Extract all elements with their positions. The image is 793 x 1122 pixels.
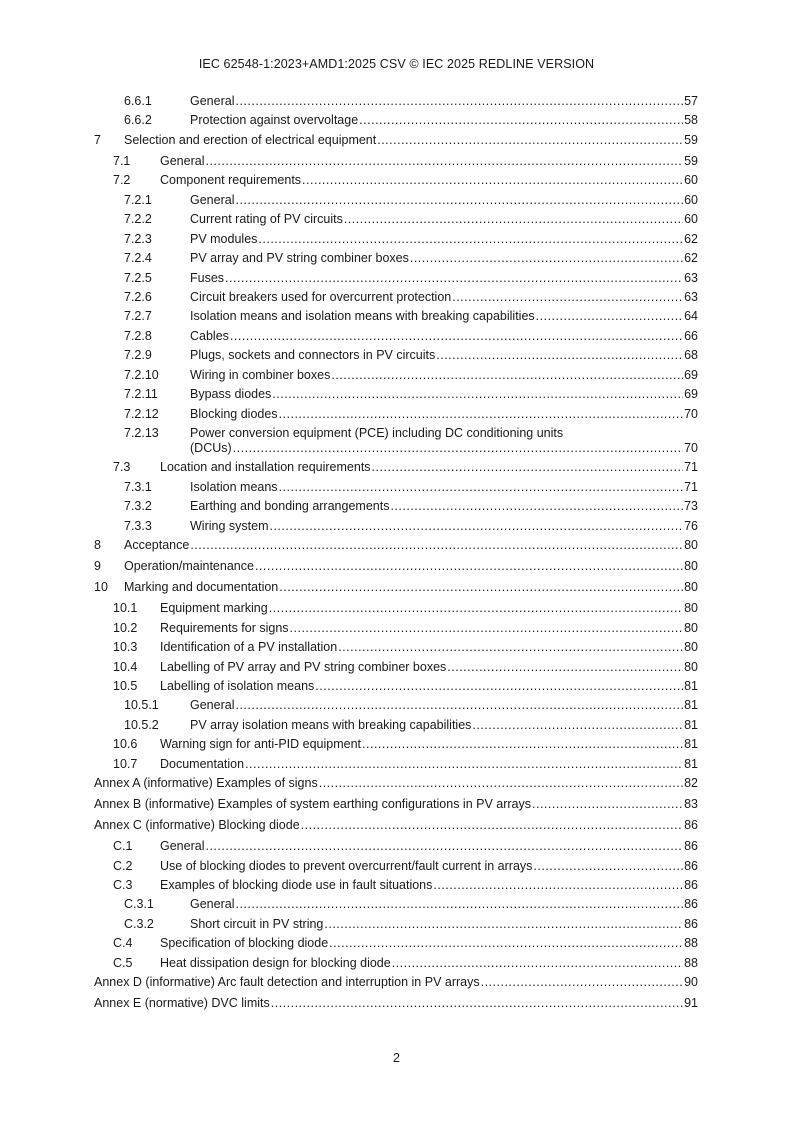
toc-entry[interactable] bbox=[94, 878, 698, 893]
toc-entry-title: General bbox=[190, 192, 235, 207]
toc-entry-title: Labelling of PV array and PV string combiner boxes bbox=[160, 659, 447, 674]
toc-entry-number: 10.5.1 bbox=[124, 698, 159, 713]
dot-leader bbox=[536, 309, 683, 324]
dot-leader bbox=[362, 737, 683, 752]
toc-entry[interactable] bbox=[94, 387, 698, 402]
page-header: IEC 62548-1:2023+AMD1:2025 CSV © IEC 2025 REDLINE VERSION bbox=[198, 57, 595, 71]
dot-leader bbox=[377, 133, 683, 148]
dot-leader bbox=[331, 368, 683, 383]
toc-entry-number: 7.2.9 bbox=[124, 348, 152, 363]
toc-entry-page: 69 bbox=[684, 387, 698, 402]
toc-entry-number: 10.1 bbox=[113, 601, 138, 616]
toc-entry[interactable] bbox=[94, 368, 698, 383]
toc-entry-title: Power conversion equipment (PCE) including DC conditioning units bbox=[190, 426, 564, 440]
dot-leader bbox=[225, 271, 683, 286]
toc-entry[interactable] bbox=[94, 460, 698, 475]
toc-entry-number: 9 bbox=[94, 559, 101, 574]
toc-entry[interactable] bbox=[94, 936, 698, 951]
toc-entry-page: 80 bbox=[684, 659, 698, 674]
toc-entry-title: Protection against overvoltage bbox=[190, 113, 359, 128]
toc-entry[interactable] bbox=[94, 996, 698, 1011]
toc-entry[interactable] bbox=[94, 329, 698, 344]
toc-entry-page: 86 bbox=[684, 916, 698, 931]
toc-entry[interactable] bbox=[94, 601, 698, 616]
toc-entry-number: 7.1 bbox=[113, 153, 131, 168]
toc-entry-number: 7.3 bbox=[113, 460, 131, 475]
toc-entry-title: Annex B (informative) Examples of system earthing configurations in PV arrays bbox=[94, 797, 531, 812]
toc-entry-number: 7.2.12 bbox=[124, 406, 159, 421]
dot-leader bbox=[302, 173, 683, 188]
toc-entry[interactable] bbox=[94, 897, 698, 912]
toc-entry-title: Circuit breakers used for overcurrent protection bbox=[190, 289, 452, 304]
dot-leader bbox=[359, 113, 683, 128]
dot-leader bbox=[272, 387, 683, 402]
toc-entry[interactable] bbox=[94, 917, 698, 932]
toc-entry-title: Requirements for signs bbox=[160, 620, 289, 635]
toc-entry-page: 62 bbox=[684, 231, 698, 246]
toc-entry-page: 66 bbox=[684, 328, 698, 343]
toc-entry[interactable] bbox=[94, 499, 698, 514]
toc-entry-number: C.2 bbox=[113, 858, 133, 873]
toc-entry-number: 7.3.2 bbox=[124, 499, 152, 514]
toc-entry-title: General bbox=[190, 94, 235, 108]
toc-entry-title: Acceptance bbox=[124, 538, 190, 553]
toc-entry-title: Bypass diodes bbox=[190, 387, 272, 402]
toc-entry-title: Labelling of isolation means bbox=[160, 678, 315, 693]
toc-entry-number: 7.2.8 bbox=[124, 328, 152, 343]
dot-leader bbox=[271, 996, 683, 1011]
toc-entry-number: 7.2.1 bbox=[124, 192, 152, 207]
toc-entry-title: Plugs, sockets and connectors in PV circuits bbox=[190, 348, 436, 363]
dot-leader bbox=[258, 232, 683, 247]
toc-entry-title: Cables bbox=[190, 328, 229, 343]
dot-leader bbox=[481, 975, 683, 990]
toc-entry[interactable] bbox=[94, 718, 698, 733]
dot-leader bbox=[319, 776, 683, 791]
toc-entry-page: 81 bbox=[684, 678, 698, 693]
toc-entry-title: Annex D (informative) Arc fault detection and interruption in PV arrays bbox=[94, 975, 480, 990]
toc-entry-page: 86 bbox=[684, 878, 698, 892]
toc-entry-number: 7.2.11 bbox=[124, 387, 158, 402]
dot-leader bbox=[390, 499, 683, 514]
toc-entry-title: Annex C (informative) Blocking diode bbox=[94, 818, 300, 833]
toc-entry-page: 86 bbox=[684, 858, 698, 873]
toc-entry-title: Heat dissipation design for blocking diode bbox=[160, 955, 391, 970]
toc-entry-number: C.3 bbox=[113, 878, 133, 892]
toc-entry-number: 7.2 bbox=[113, 173, 131, 188]
toc-entry[interactable] bbox=[94, 519, 698, 534]
toc-entry-number: 10.3 bbox=[113, 640, 138, 655]
dot-leader bbox=[533, 859, 683, 874]
dot-leader bbox=[433, 878, 683, 893]
toc-entry-page: 59 bbox=[684, 132, 698, 147]
toc-entry[interactable] bbox=[94, 154, 698, 169]
toc-entry-title: Short circuit in PV string bbox=[190, 916, 324, 931]
toc-entry-title: Annex A (informative) Examples of signs bbox=[94, 776, 318, 791]
toc-entry-page: 81 bbox=[684, 698, 698, 713]
toc-entry[interactable] bbox=[94, 290, 698, 305]
toc-entry[interactable] bbox=[94, 94, 698, 109]
toc-entry-page: 68 bbox=[684, 348, 698, 363]
toc-entry[interactable] bbox=[94, 309, 698, 324]
dot-leader bbox=[301, 818, 683, 833]
toc-entry-page: 70 bbox=[684, 441, 698, 455]
toc-entry[interactable] bbox=[94, 679, 698, 694]
toc-entry-page: 80 bbox=[684, 620, 698, 635]
dot-leader bbox=[279, 407, 684, 422]
toc-entry-page: 88 bbox=[684, 936, 698, 951]
toc-entry-number: 7 bbox=[94, 132, 101, 147]
toc-entry-title: Examples of blocking diode use in fault situations bbox=[160, 878, 433, 892]
toc-entry-number: C.3.1 bbox=[124, 897, 154, 912]
toc-entry-number: C.3.2 bbox=[124, 916, 154, 931]
toc-entry[interactable] bbox=[94, 480, 698, 495]
toc-entry[interactable] bbox=[94, 251, 698, 266]
toc-entry-number: 7.2.6 bbox=[124, 289, 152, 304]
toc-entry-page: 81 bbox=[684, 756, 698, 771]
toc-entry-title: Marking and documentation bbox=[124, 580, 279, 595]
dot-leader bbox=[235, 897, 683, 912]
toc-entry-page: 86 bbox=[684, 818, 698, 833]
toc-entry-page: 60 bbox=[684, 192, 698, 207]
toc-entry-title: Identification of a PV installation bbox=[160, 640, 338, 655]
toc-entry-title: Wiring system bbox=[190, 518, 269, 533]
page-number: 2 bbox=[393, 1051, 400, 1065]
toc-entry-page: 60 bbox=[684, 173, 698, 188]
toc-entry-page: 73 bbox=[684, 499, 698, 514]
dot-leader bbox=[255, 559, 683, 574]
toc-entry-page: 60 bbox=[684, 212, 698, 227]
toc-entry-page: 80 bbox=[684, 640, 698, 655]
toc-entry-page: 86 bbox=[684, 839, 698, 854]
toc-entry-number: 6.6.2 bbox=[124, 113, 152, 128]
dot-leader bbox=[290, 621, 684, 636]
toc-entry[interactable] bbox=[94, 212, 698, 227]
toc-entry-page: 80 bbox=[684, 559, 698, 574]
toc-entry-number: 7.2.4 bbox=[124, 251, 152, 266]
toc-entry[interactable] bbox=[94, 818, 698, 833]
toc-entry-page: 88 bbox=[684, 955, 698, 970]
toc-entry-number: 10.7 bbox=[113, 756, 138, 771]
toc-entry-title: Annex E (normative) DVC limits bbox=[94, 996, 270, 1011]
toc-entry-title: Equipment marking bbox=[160, 601, 268, 616]
dot-leader bbox=[245, 757, 683, 772]
toc-entry-page: 83 bbox=[684, 797, 698, 812]
toc-entry-page: 81 bbox=[684, 717, 698, 732]
toc-entry-number: 10 bbox=[94, 580, 108, 595]
toc-entry[interactable] bbox=[94, 956, 698, 971]
toc-entry-page: 58 bbox=[684, 113, 698, 128]
dot-leader bbox=[372, 460, 684, 475]
toc-entry[interactable] bbox=[94, 859, 698, 874]
toc-entry[interactable] bbox=[94, 271, 698, 286]
toc-entry-page: 59 bbox=[684, 153, 698, 168]
dot-leader bbox=[205, 839, 683, 854]
toc-entry[interactable] bbox=[94, 797, 698, 812]
toc-entry-page: 57 bbox=[684, 94, 698, 108]
toc-entry-page: 80 bbox=[684, 538, 698, 553]
toc-entry-number: 10.5 bbox=[113, 678, 138, 693]
toc-entry-number: 7.2.13 bbox=[124, 426, 159, 440]
toc-entry-title: PV array and PV string combiner boxes bbox=[190, 251, 409, 266]
dot-leader bbox=[324, 917, 683, 932]
toc-entry-title: General bbox=[160, 153, 205, 168]
dot-leader bbox=[233, 441, 683, 456]
toc-entry-title: Current rating of PV circuits bbox=[190, 212, 343, 227]
toc-entry-title: Isolation means bbox=[190, 479, 278, 494]
dot-leader bbox=[315, 679, 683, 694]
dot-leader bbox=[447, 660, 683, 675]
toc-entry[interactable] bbox=[94, 407, 698, 422]
dot-leader bbox=[190, 538, 683, 553]
dot-leader bbox=[410, 251, 683, 266]
toc-entry-page: 69 bbox=[684, 367, 698, 382]
toc-entry-page: 71 bbox=[684, 479, 698, 494]
dot-leader bbox=[344, 212, 683, 227]
toc-entry-title: Wiring in combiner boxes bbox=[190, 367, 331, 382]
toc-entry-title: Operation/maintenance bbox=[124, 559, 254, 574]
toc-entry-title: Fuses bbox=[190, 270, 225, 285]
toc-entry-number: 8 bbox=[94, 538, 101, 553]
toc-entry-title: Blocking diodes bbox=[190, 406, 278, 421]
toc-entry[interactable] bbox=[94, 660, 698, 675]
toc-entry-title: Location and installation requirements bbox=[160, 460, 371, 475]
dot-leader bbox=[230, 329, 683, 344]
toc-entry-title: Documentation bbox=[160, 756, 245, 771]
toc-entry[interactable] bbox=[94, 173, 698, 188]
toc-entry-page: 90 bbox=[684, 975, 698, 990]
dot-leader bbox=[279, 480, 684, 495]
dot-leader bbox=[205, 154, 683, 169]
toc-entry-number: 10.2 bbox=[113, 620, 138, 635]
toc-entry-title: Warning sign for anti-PID equipment bbox=[160, 737, 362, 752]
dot-leader bbox=[436, 348, 683, 363]
dot-leader bbox=[338, 640, 683, 655]
toc-entry-title: Use of blocking diodes to prevent overcurrent/fault current in arrays bbox=[160, 858, 533, 873]
toc-entry-number: C.4 bbox=[113, 936, 133, 951]
toc-entry-number: 7.2.10 bbox=[124, 367, 159, 382]
toc-entry-title: PV array isolation means with breaking capabilities bbox=[190, 717, 472, 732]
toc-entry-title: General bbox=[190, 698, 235, 713]
toc-entry[interactable] bbox=[94, 232, 698, 247]
toc-entry[interactable] bbox=[94, 580, 698, 595]
toc-entry-title: (DCUs) bbox=[190, 441, 232, 455]
toc-entry-title: General bbox=[160, 839, 205, 854]
toc-entry-number: 7.2.3 bbox=[124, 231, 152, 246]
toc-entry[interactable] bbox=[94, 133, 698, 148]
toc-entry-number: 10.4 bbox=[113, 659, 138, 674]
toc-entry[interactable] bbox=[94, 621, 698, 636]
toc-entry-title: Component requirements bbox=[160, 173, 302, 188]
toc-entry-number: C.5 bbox=[113, 955, 133, 970]
toc-entry-page: 71 bbox=[684, 460, 698, 475]
toc-entry-title: Earthing and bonding arrangements bbox=[190, 499, 390, 514]
toc-entry-number: 10.5.2 bbox=[124, 717, 159, 732]
dot-leader bbox=[235, 94, 683, 109]
toc-entry-page: 76 bbox=[684, 518, 698, 533]
dot-leader bbox=[279, 580, 683, 595]
toc-entry-page: 64 bbox=[684, 309, 698, 324]
dot-leader bbox=[269, 601, 683, 616]
toc-entry[interactable] bbox=[94, 348, 698, 363]
dot-leader bbox=[472, 718, 683, 733]
toc-entry[interactable] bbox=[94, 193, 698, 208]
toc-entry-page: 62 bbox=[684, 251, 698, 266]
toc-entry[interactable] bbox=[94, 640, 698, 655]
toc-entry[interactable] bbox=[94, 426, 698, 456]
toc-entry-page: 86 bbox=[684, 897, 698, 912]
dot-leader bbox=[329, 936, 683, 951]
toc-entry-number: 7.3.3 bbox=[124, 518, 152, 533]
toc-entry-page: 82 bbox=[684, 776, 698, 791]
toc-entry[interactable] bbox=[94, 538, 698, 553]
toc-entry-number: 6.6.1 bbox=[124, 94, 152, 108]
dot-leader bbox=[235, 193, 683, 208]
toc-entry[interactable] bbox=[94, 757, 698, 772]
toc-entry-number: 7.3.1 bbox=[124, 479, 152, 494]
toc-entry-page: 63 bbox=[684, 289, 698, 304]
toc-entry[interactable] bbox=[94, 839, 698, 854]
toc-entry-number: C.1 bbox=[113, 839, 133, 854]
toc-entry[interactable] bbox=[94, 776, 698, 791]
toc-entry-number: 7.2.5 bbox=[124, 270, 152, 285]
toc-entry-number: 10.6 bbox=[113, 737, 138, 752]
dot-leader bbox=[269, 519, 683, 534]
dot-leader bbox=[452, 290, 683, 305]
toc-entry-page: 91 bbox=[684, 996, 698, 1011]
toc-entry-title: Selection and erection of electrical equipment bbox=[124, 132, 377, 147]
dot-leader bbox=[392, 956, 683, 971]
toc-entry-page: 70 bbox=[684, 406, 698, 421]
toc-entry[interactable] bbox=[94, 559, 698, 574]
toc-entry-page: 81 bbox=[684, 737, 698, 752]
toc-entry[interactable] bbox=[94, 975, 698, 990]
toc-entry-number: 7.2.2 bbox=[124, 212, 152, 227]
toc-entry-page: 80 bbox=[684, 580, 698, 595]
toc-entry-title: Isolation means and isolation means with breaking capabilities bbox=[190, 309, 535, 324]
toc-entry[interactable] bbox=[94, 113, 698, 128]
toc-entry-title: PV modules bbox=[190, 231, 258, 246]
dot-leader bbox=[532, 797, 683, 812]
toc-entry[interactable] bbox=[94, 737, 698, 752]
dot-leader bbox=[235, 698, 683, 713]
toc-entry[interactable] bbox=[94, 698, 698, 713]
toc-entry-title: Specification of blocking diode bbox=[160, 936, 329, 951]
table-of-contents bbox=[94, 94, 698, 1016]
toc-entry-number: 7.2.7 bbox=[124, 309, 152, 324]
toc-entry-page: 80 bbox=[684, 601, 698, 616]
toc-entry-page: 63 bbox=[684, 270, 698, 285]
toc-entry-title: General bbox=[190, 897, 235, 912]
